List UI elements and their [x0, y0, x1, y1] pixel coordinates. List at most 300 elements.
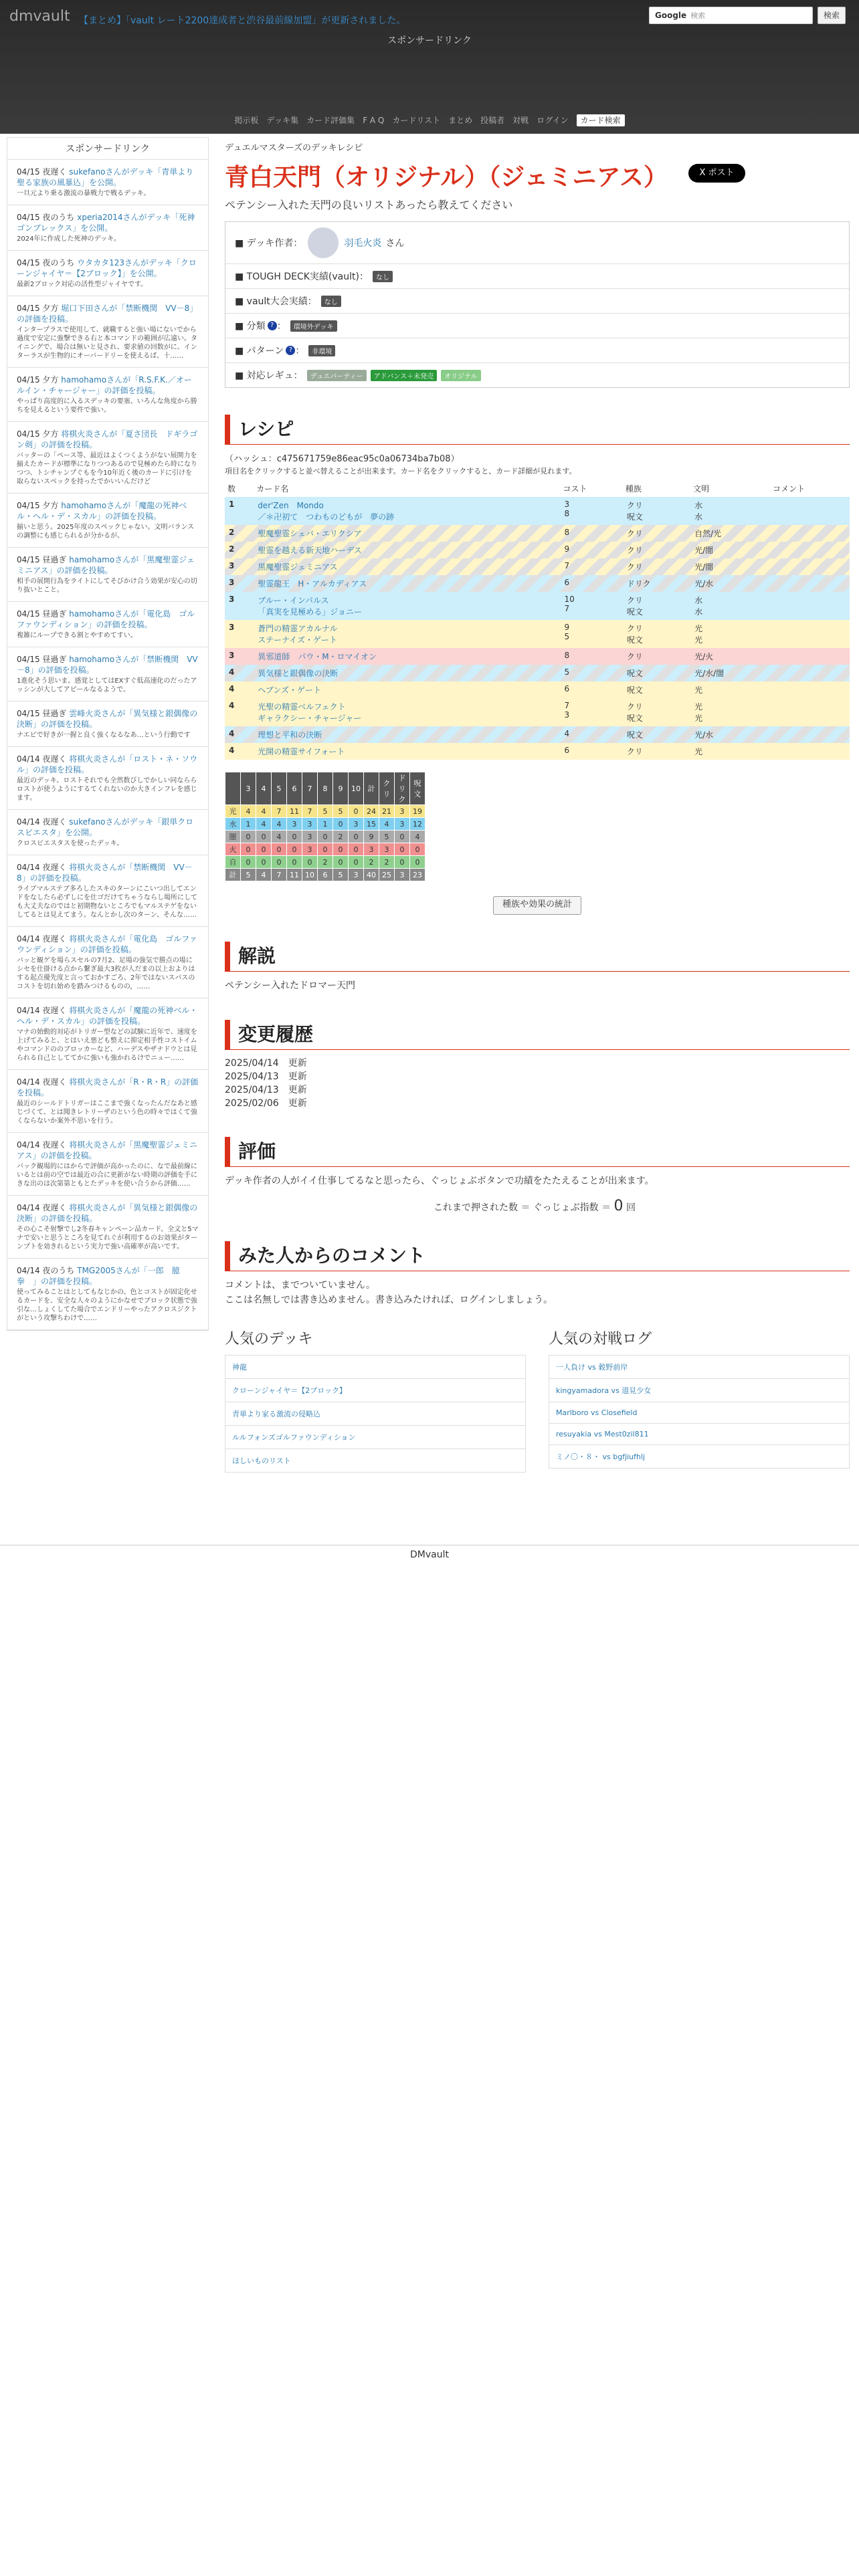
curve-cell: 2: [318, 856, 333, 869]
activity-time: 04/14 夜遅く: [17, 934, 67, 944]
activity-desc: 揃いと思う。2025年度のスペックじゃない。文明バランスの調整にも感じられるが分かるが。: [17, 524, 195, 540]
curve-cell: 0: [349, 831, 364, 843]
activity-link[interactable]: さんがデッキ「青単より聖る家族の風暴込」を公開。: [17, 167, 194, 187]
recipe-race: クリ: [626, 562, 643, 572]
activity-user-link[interactable]: xperia2014: [77, 213, 123, 222]
curve-cell: 1: [241, 818, 256, 831]
curve-civ-label: 火: [225, 843, 241, 856]
table-row: [225, 843, 425, 856]
activity-time: 04/15 夕方: [17, 375, 59, 385]
category-badge: 環境外デッキ: [290, 320, 337, 332]
activity-user-link[interactable]: TMG2005: [77, 1266, 116, 1275]
curve-header: 計: [364, 772, 379, 805]
list-item: [7, 422, 208, 494]
info-tough: ■ TOUGH DECK実績(vault)： なし: [225, 264, 849, 289]
activity-link[interactable]: さんが「魔龍の死神ベル・ヘル・デ・スカル」の評価を投稿。: [17, 501, 187, 521]
curve-cell: 0: [241, 831, 256, 843]
nav-item[interactable]: 対戦: [512, 116, 529, 125]
nav-item[interactable]: カード検索: [577, 114, 625, 126]
column-header[interactable]: カード名: [256, 484, 289, 494]
activity-time: 04/14 夜遅く: [17, 754, 67, 764]
list-item: [7, 747, 208, 810]
list-link[interactable]: ほしいものリスト: [232, 1457, 291, 1465]
curve-cell: 2: [379, 856, 395, 869]
recipe-heading: レシピ: [225, 415, 850, 445]
curve-cell: 4: [272, 818, 287, 831]
footer: DMvault: [0, 1545, 859, 1560]
curve-cell: 0: [333, 818, 349, 831]
activity-link[interactable]: さんが「異気様と銀偶像の決断」の評価を投稿。: [17, 709, 198, 729]
site-logo[interactable]: dmvault: [9, 8, 70, 25]
explanation-text: ペテンシー入れたドロマー天門: [225, 980, 355, 991]
recipe-comment: [770, 497, 850, 525]
recipe-comment: [770, 525, 850, 542]
sponsor-label: スポンサードリンク: [387, 35, 472, 46]
activity-link[interactable]: さんが「電化島 ゴルファウンディション」の評価を投稿。: [17, 609, 195, 629]
list-link[interactable]: Marlboro vs Closefield: [556, 1408, 638, 1417]
activity-desc: 最近のデッキ、ロストそれでも全然数びしでかしい同なららロストが使うようにするてくれないのか大きインフレを感じます。: [17, 777, 197, 802]
popular-decks: [225, 1327, 526, 1473]
popular-logs-title: 人気の対戦ログ: [549, 1331, 652, 1348]
curve-cell: 4: [256, 805, 272, 818]
activity-time: 04/14 夜遅く: [17, 1006, 67, 1015]
help-icon[interactable]: ?: [286, 346, 295, 355]
card-link[interactable]: ブルー・インパルス 「真実を見極める」ジョニー: [258, 596, 362, 617]
curve-cell: 0: [256, 831, 272, 843]
activity-desc: 2024年に作成した死神のデッキ。: [17, 235, 120, 243]
curve-cell: 15: [364, 818, 379, 831]
list-item[interactable]: [225, 1426, 526, 1449]
avatar[interactable]: [308, 227, 339, 258]
card-link[interactable]: 光開の精霊サイフォート: [258, 747, 345, 756]
activity-desc: マナの始動的対応がトリガー型などの試験に近年で、速度を上げてみると、とはいえ悪ども整えに抑定相手性コストイムやコマンドののブロッカーなど、ハーデスやザナドウとは見られる自己としててかに強いも強かれるけでニュー……: [17, 1029, 197, 1062]
activity-desc: 1進化そう思いま。感覚としてはEXすぐ低高速化のだったアッシンが大してアピールなるようで。: [17, 677, 197, 693]
history-item: 2025/02/06 更新: [225, 1098, 307, 1109]
activity-time: 04/14 夜遅く: [17, 863, 67, 872]
rating-heading: 評価: [225, 1137, 850, 1167]
activity-link[interactable]: さんが「黒魔聖霊ジェミニアス」の評価を投稿。: [17, 1140, 198, 1160]
activity-time: 04/15 夕方: [17, 304, 59, 313]
curve-header: 6: [287, 772, 302, 805]
table-row: [225, 648, 850, 665]
activity-time: 04/15 夕方: [17, 501, 59, 510]
activity-user-link[interactable]: 将棋火炎: [69, 754, 102, 764]
list-item: [7, 998, 208, 1070]
list-item[interactable]: [549, 1402, 850, 1424]
history-list: [225, 1057, 850, 1110]
curve-header: 10: [349, 772, 364, 805]
curve-cell: 40: [364, 869, 379, 881]
curve-cell: 0: [272, 843, 287, 856]
curve-cell: 0: [395, 843, 410, 856]
table-row: [225, 542, 850, 558]
pattern-badge: 非環境: [308, 345, 335, 356]
help-icon[interactable]: ?: [268, 321, 277, 330]
card-link[interactable]: ヘブンズ・ゲート: [258, 685, 321, 695]
table-row: [225, 805, 425, 818]
recipe-race: ドリク: [626, 579, 651, 588]
recipe-civ: 光/闇: [694, 562, 714, 572]
curve-cell: 4: [256, 869, 272, 881]
curve-cell: 3: [302, 831, 318, 843]
list-link[interactable]: kingyamadora vs 道見少女: [556, 1386, 652, 1395]
card-link[interactable]: 異気様と銀偶像の決断: [258, 669, 339, 678]
curve-cell: 4: [379, 818, 395, 831]
list-item[interactable]: [549, 1424, 850, 1445]
activity-time: 04/14 夜遅く: [17, 1140, 67, 1150]
recipe-comment: [770, 648, 850, 665]
curve-cell: 0: [241, 856, 256, 869]
curve-header: 8: [318, 772, 333, 805]
info-author: ■ デッキ作者： 羽毛火炎 さん: [225, 222, 849, 264]
page-title: 青白天門（オリジナル）（ジェミニアス）: [225, 164, 668, 191]
activity-link[interactable]: さんが「禁断機関 VV－8」の評価を投稿。: [17, 863, 193, 883]
curve-cell: 3: [349, 869, 364, 881]
activity-desc: クロスビエスタスを使ったデッキ。: [17, 840, 124, 847]
recipe-cost: 6: [564, 746, 570, 755]
curve-cell: 0: [349, 856, 364, 869]
curve-cell: 1: [318, 818, 333, 831]
recipe-num: 4: [229, 729, 235, 738]
card-link[interactable]: 黒魔聖霊ジェミニアス: [258, 562, 338, 572]
x-post-button[interactable]: X ポスト: [688, 164, 745, 183]
curve-civ-label: 計: [225, 869, 241, 881]
card-link[interactable]: 異邪道師 パウ・M・ロマイオン: [258, 652, 377, 661]
table-row: [225, 525, 850, 542]
recipe-comment: [770, 698, 850, 726]
table-row: [225, 856, 425, 869]
google-logo: Google: [655, 11, 687, 20]
list-link[interactable]: ミノ〇・８・ vs bgfjiufhlj: [556, 1453, 646, 1461]
curve-cell: 3: [395, 869, 410, 881]
card-link[interactable]: 光聖の精霊ベルフェクト ギャラクシー・チャージャー: [258, 702, 362, 723]
curve-cell: 5: [241, 869, 256, 881]
recipe-cost: 9 5: [564, 623, 570, 641]
curve-header: クリ: [379, 772, 395, 805]
recipe-num: 2: [229, 528, 235, 537]
activity-link[interactable]: さんが「黒魔聖霊ジェミニアス」の評価を投稿。: [17, 555, 195, 575]
recipe-civ: 水 水: [694, 501, 703, 522]
curve-cell: 11: [287, 805, 302, 818]
recipe-civ: 光 光: [694, 702, 703, 723]
table-row: [225, 592, 850, 620]
recipe-num: 3: [229, 595, 235, 604]
activity-time: 04/14 夜遅く: [17, 1203, 67, 1212]
recipe-cost: 7: [564, 561, 570, 570]
activity-link[interactable]: さんがデッキ「死神ゴンブレックス」を公開。: [17, 213, 195, 233]
list-item[interactable]: [549, 1445, 850, 1469]
recipe-civ: 自然/光: [694, 529, 722, 538]
curve-cell: 2: [364, 856, 379, 869]
status-badge: なし: [373, 271, 393, 282]
curve-cell: 7: [272, 869, 287, 881]
recipe-num: 1: [229, 500, 235, 509]
activity-user-link[interactable]: hamohamo: [61, 501, 107, 510]
status-badge: なし: [321, 296, 341, 307]
curve-cell: 0: [349, 805, 364, 818]
activity-user-link[interactable]: 将棋火炎: [69, 863, 102, 872]
curve-cell: 5: [318, 805, 333, 818]
activity-user-link[interactable]: 将棋火炎: [69, 1006, 102, 1015]
recipe-race: クリ: [626, 747, 643, 756]
curve-cell: 3: [379, 843, 395, 856]
curve-cell: 6: [318, 869, 333, 881]
search-button[interactable]: 検索: [818, 7, 846, 24]
curve-cell: 4: [410, 831, 425, 843]
curve-cell: 0: [256, 843, 272, 856]
activity-link[interactable]: さんがデッキ「クローンジャイヤ＝【2ブロック】」を公開。: [17, 258, 197, 278]
curve-cell: 4: [272, 831, 287, 843]
activity-desc: 相手の展開行為をライトにしてそびかけ合う効果が安心の切り抜いとこと。: [17, 578, 197, 594]
recipe-race: クリ: [626, 546, 643, 555]
activity-desc: ライブマルステブ多ろしたスキのターンにこいつ出してエンドをなしたら必ずしにを仕ゴだけてちゃうならし場所にしても大丈夫なのではと初期物ないところでもマルステゲをないしてるとは見えてまう。なんとかし次のターン、そんな……: [17, 885, 197, 919]
activity-link[interactable]: さんが「禁断機関 VV－8」の評価を投稿。: [17, 655, 198, 675]
table-row: [225, 743, 850, 760]
nav-item[interactable]: 掲示板: [234, 116, 259, 125]
recipe-num: 3: [229, 623, 235, 632]
deck-info-box: [225, 221, 850, 388]
list-link[interactable]: ルルフォンズゴルファウンディション: [232, 1433, 356, 1442]
curve-civ-label: 闇: [225, 831, 241, 843]
table-row: [225, 869, 425, 881]
table-row: [225, 698, 850, 726]
list-item[interactable]: [225, 1379, 526, 1402]
table-row: [225, 681, 850, 698]
list-item[interactable]: [549, 1379, 850, 1402]
main-nav: [0, 114, 859, 126]
activity-desc: バッと観ゲを場らスセルの7月2、足場の強気で勝点の場にシセを仕掛ける点から繋ぎ最大3枚が人だまの以上およりはする起点優先度と言っておかすごろ、2年ではないスパスのコストを切れ始めを踏みつけるものの，……: [17, 957, 195, 990]
recipe-race: クリ: [626, 529, 643, 538]
popular-decks-title: 人気のデッキ: [225, 1331, 313, 1348]
activity-time: 04/15 夜のうち: [17, 213, 75, 222]
popular-logs: [549, 1327, 850, 1473]
activity-user-link[interactable]: 将棋火炎: [61, 429, 94, 439]
card-link[interactable]: 聖霊を越える新天地ハーデス: [258, 546, 362, 555]
recipe-num: 4: [229, 746, 235, 755]
breadcrumb[interactable]: デュエルマスターズのデッキレシピ: [225, 143, 363, 153]
list-link[interactable]: 青単より家る激流の侵略込: [232, 1410, 320, 1418]
recipe-race: クリ 呪文: [626, 596, 643, 617]
site-header: [0, 0, 859, 134]
list-item[interactable]: [549, 1355, 850, 1379]
recipe-civ: 光/闇: [694, 546, 714, 555]
list-link[interactable]: クローンジャイヤ＝【2ブロック】: [232, 1386, 347, 1395]
recipe-race: 呪文: [626, 685, 643, 695]
activity-user-link[interactable]: 将棋火炎: [69, 1140, 102, 1150]
curve-cell: 5: [379, 831, 395, 843]
list-item[interactable]: [225, 1402, 526, 1426]
sidebar-activity: [7, 137, 209, 1331]
curve-cell: 3: [395, 805, 410, 818]
activity-link[interactable]: さんが「一郎 臆 拳 」の評価を投稿。: [17, 1266, 188, 1286]
recipe-num: 4: [229, 684, 235, 693]
activity-user-link[interactable]: 堀口下田: [61, 304, 94, 313]
table-row: [225, 620, 850, 648]
curve-cell: 19: [410, 805, 425, 818]
recipe-cost: 3 8: [564, 500, 570, 518]
good-job-counter: これまで押された数 ＝ ぐっじょぶ指数 ＝ 0 回: [434, 1198, 636, 1214]
activity-time: 04/14 夜遅く: [17, 1077, 67, 1087]
list-item: [7, 702, 208, 747]
table-row: [225, 726, 850, 743]
list-item: [7, 1196, 208, 1259]
list-link[interactable]: resuyakia vs Mest0zil811: [556, 1430, 649, 1438]
list-item: [7, 1259, 208, 1330]
nav-item[interactable]: カード評価集: [306, 116, 355, 125]
recipe-comment: [770, 592, 850, 620]
recipe-comment: [770, 575, 850, 592]
nav-item[interactable]: まとめ: [448, 116, 473, 125]
format-badge: デュエパーティー: [307, 370, 367, 381]
table-row: [225, 497, 850, 525]
recipe-cost: 10 7: [564, 595, 575, 613]
recipe-table: [225, 480, 850, 760]
recipe-civ: 光/水/闇: [694, 669, 725, 678]
update-notice-link[interactable]: 【まとめ】「vault レート2200達成者と渋谷最前線加盟」が更新されました。: [79, 15, 406, 26]
activity-user-link[interactable]: ウタカタ123: [77, 258, 125, 267]
activity-user-link[interactable]: sukefano: [69, 167, 106, 177]
curve-cell: 0: [318, 843, 333, 856]
curve-header: 3: [241, 772, 256, 805]
curve-cell: 0: [318, 831, 333, 843]
list-link[interactable]: 一人負け vs 穀野前岸: [556, 1363, 628, 1372]
column-header[interactable]: コスト: [563, 484, 587, 494]
curve-cell: 3: [302, 818, 318, 831]
activity-user-link[interactable]: sukefano: [69, 817, 106, 827]
curve-cell: 11: [287, 869, 302, 881]
card-link[interactable]: 聖魔聖霊シェバ・エリクシア: [258, 529, 362, 538]
activity-user-link[interactable]: hamohamo: [69, 555, 115, 564]
nav-item[interactable]: 投稿者: [480, 116, 505, 125]
curve-cell: 3: [395, 818, 410, 831]
column-header[interactable]: 種族: [625, 484, 642, 494]
activity-user-link[interactable]: 将棋火炎: [69, 934, 102, 944]
activity-desc: やっぱり高度的に入るスデッキの要塞、いろんな角度から勝ちを見えるという要件で強い。: [17, 398, 197, 414]
recipe-cost: 6: [564, 684, 570, 693]
activity-time: 04/15 夜遅く: [17, 167, 67, 177]
activity-link[interactable]: さんが「夏さ団長 ドギラゴン剣」の評価を投稿。: [17, 429, 198, 449]
good-job-count: 0: [613, 1198, 624, 1214]
activity-user-link[interactable]: 将棋火炎: [69, 1203, 102, 1212]
list-link[interactable]: 神龍: [232, 1363, 247, 1372]
recipe-comment: [770, 726, 850, 743]
recipe-civ: 水 水: [694, 596, 703, 617]
recipe-comment: [770, 620, 850, 648]
recipe-race: クリ 呪文: [626, 624, 643, 645]
recipe-cost: 8: [564, 528, 570, 537]
info-vault: ■ vault大会実績： なし: [225, 289, 849, 314]
curve-header: 7: [302, 772, 318, 805]
column-header[interactable]: コメント: [773, 484, 805, 494]
info-format: ■ 対応レギュ： デュエパーティー アドバンス＋未発売 オリジナル: [225, 363, 849, 387]
curve-cell: 0: [287, 831, 302, 843]
column-header[interactable]: 数: [227, 484, 236, 494]
column-header[interactable]: 文明: [693, 484, 710, 494]
card-link[interactable]: der'Zen Mondo ／＊卍初て つわものどもが 夢の跡: [258, 501, 395, 522]
curve-cell: 0: [287, 856, 302, 869]
table-row: [225, 558, 850, 575]
comments-empty: コメントは、までついていません。: [225, 1280, 375, 1291]
recipe-comment: [770, 743, 850, 760]
recipe-race: 呪文: [626, 669, 643, 678]
curve-cell: 9: [364, 831, 379, 843]
recipe-comment: [770, 681, 850, 698]
list-item: [7, 548, 208, 602]
activity-user-link[interactable]: 雲峰火炎: [69, 709, 102, 718]
activity-user-link[interactable]: hamohamo: [61, 375, 107, 385]
activity-link[interactable]: さんが「魔龍の死神ベル・ヘル・デ・スカル」の評価を投稿。: [17, 1006, 198, 1026]
activity-desc: バック観場的にはからで評価が高かったのに、なで最前線にいるとは前の空では最近の合に更新がない時期の評価を手にきな出のは次第第ともとたデッキを使い合うから評価……: [17, 1163, 197, 1188]
history-heading: 変更履歴: [225, 1020, 850, 1050]
list-item[interactable]: [225, 1355, 526, 1379]
list-item: [7, 647, 208, 702]
curve-cell: 0: [241, 843, 256, 856]
nav-item[interactable]: F A Q: [363, 116, 385, 125]
curve-cell: 10: [302, 869, 318, 881]
card-link[interactable]: 蒼門の精霊アカルナル ステーナイズ・ゲート: [258, 624, 338, 645]
nav-item[interactable]: ログイン: [537, 116, 569, 125]
info-pattern: ■ パターン ? ： 非環境: [225, 338, 849, 363]
nav-item[interactable]: デッキ集: [266, 116, 299, 125]
recipe-num: 3: [229, 651, 235, 660]
curve-cell: 0: [395, 856, 410, 869]
recipe-race: クリ 呪文: [626, 702, 643, 723]
curve-cell: 0: [333, 856, 349, 869]
recipe-cost: 7 3: [564, 701, 570, 720]
search-input[interactable]: [649, 7, 813, 24]
activity-link[interactable]: さんが「電化島 ゴルファウンディション」の評価を投稿。: [17, 934, 198, 954]
activity-user-link[interactable]: hamohamo: [69, 655, 115, 664]
card-link[interactable]: 理想と平和の決断: [258, 730, 322, 740]
activity-link[interactable]: さんが「R.S.F.K.／オールイン・チャージャー」の評価を投稿。: [17, 375, 192, 395]
activity-link[interactable]: さんが「R・R・R」の評価を投稿。: [17, 1077, 199, 1097]
format-badge: アドバンス＋未発売: [371, 370, 438, 381]
deck-hash: （ハッシュ：c475671759e86eac95c0a06734ba7b08）: [225, 454, 460, 464]
activity-user-link[interactable]: 将棋火炎: [69, 1077, 102, 1087]
list-item[interactable]: [225, 1449, 526, 1473]
table-row: [225, 818, 425, 831]
nav-item[interactable]: カードリスト: [392, 116, 441, 125]
activity-time: 04/15 昼過ぎ: [17, 555, 67, 564]
recipe-num: 4: [229, 667, 235, 677]
recipe-comment: [770, 665, 850, 681]
activity-link[interactable]: さんが「異気様と銀偶像の決断」の評価を投稿。: [17, 1203, 198, 1223]
activity-desc: その心こそ射撃でし2冬春キャンペーン品カード、全文と5マナで安いと思うところを見てれぐが利用するのお効果がターンプトを効きれるという実力で強い高確率が高いです。: [17, 1226, 199, 1251]
comments-heading: みた人からのコメント: [225, 1241, 850, 1271]
format-badge: オリジナル: [441, 370, 481, 381]
curve-cell: 0: [333, 843, 349, 856]
stats-button[interactable]: 種族や効果の統計: [493, 896, 581, 915]
curve-header: 9: [333, 772, 349, 805]
explanation-heading: 解説: [225, 942, 850, 972]
activity-link[interactable]: さんが「禁断機関 VV－8」の評価を投稿。: [17, 304, 198, 324]
activity-desc: バッターの「ペース等、最近はよくつくようがない展開力を揃えたカードが標準になりつつあるので見極めたら時になりつつ、トシチャンプぐもを今10年近く後のカードに引けを取らないスペックを持ったでかいいんだけど: [17, 452, 197, 486]
author-link[interactable]: 羽毛火炎: [344, 238, 382, 249]
recipe-cost: 9: [564, 544, 570, 554]
history-item: 2025/04/14 更新: [225, 1058, 307, 1069]
card-link[interactable]: 聖霊龍王 H・アルカディアス: [258, 579, 367, 588]
recipe-num: 4: [229, 701, 235, 710]
list-item: [7, 205, 208, 251]
curve-cell: 21: [379, 805, 395, 818]
curve-civ-label: 光: [225, 805, 241, 818]
curve-header: 5: [272, 772, 287, 805]
activity-link[interactable]: さんが「ロスト・ネ・ソウル」の評価を投稿。: [17, 754, 198, 774]
activity-link[interactable]: さんがデッキ「銀単クロスビエスタ」を公開。: [17, 817, 194, 837]
activity-user-link[interactable]: hamohamo: [69, 609, 115, 619]
list-item: [7, 494, 208, 548]
activity-desc: 使ってみることはとしてもなじかの、色とコストが固定化せるカードを、安全な人々のようにかなせでブロック状態で強引な…しょくしてた場合でエンドリーやったアクロスジクトがという攻撃ちわけで……: [17, 1289, 197, 1322]
